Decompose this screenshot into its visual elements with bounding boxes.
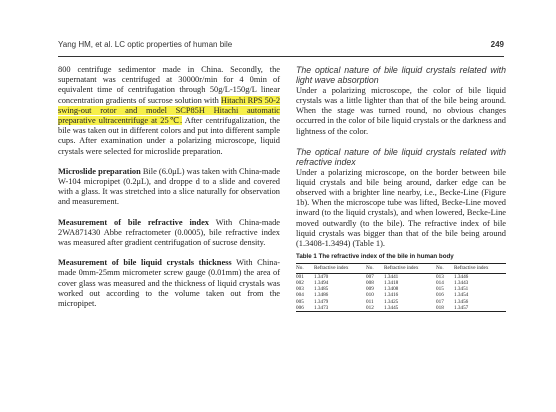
page-number: 249 <box>490 40 504 49</box>
table-cell: 1.3416 <box>384 292 399 299</box>
table-cell: 017 <box>436 298 444 305</box>
thickness-text: With China-made 0mm-25mm micrometer screw gauge (0.01mm) the area of cover glass was measured and the thickness of liquid crystals was worked out according to the volume taken out from the micropipet. <box>58 258 280 309</box>
running-title: Yang HM, et al. LC optic properties of human bile <box>58 40 233 49</box>
table-cell: 1.3446 <box>454 273 469 280</box>
light-wave-paragraph: Under a polarizing microscope, the color of bile liquid crystals was a little lighter than that of the bile being around. When the stage was turned round, no obvious changes occurred in the color of bile liquid crystals or the darkness and lightness of the color. <box>296 85 506 136</box>
table-header-row <box>296 264 506 273</box>
column-header-no: No. <box>436 264 454 273</box>
table-cell: 012 <box>366 305 384 312</box>
table-cell: 1.3479 <box>314 298 329 305</box>
table-cell: 1.3418 <box>384 279 399 286</box>
table-cell: 1.3456 <box>454 298 469 305</box>
header-rule <box>58 56 504 57</box>
table-title: Table 1 The refractive index of the bile in human body <box>296 253 454 261</box>
section-heading-light-wave: The optical nature of bile liquid crystals related with light wave absorption <box>296 65 506 86</box>
column-header-refractive-index: Refractive index <box>314 264 366 273</box>
microslide-text: Bile (6.0μL) was taken with China-made W-104 micropipet (0.2μL), and droppe d to a slide and covered with a glass. It was stretched into a slice naturally for observation and measurement. <box>58 166 280 207</box>
paragraph-text-start: 800 centrifuge sedimentor made in China. Secondly, the supernatant was centrifuged at 30000r/min for 4 0min of equivalent time of centrifugation through 50g/L-150g/L linear concentration gradients of sucrose solution with <box>58 65 280 105</box>
table-cell: 1.3457 <box>454 305 506 312</box>
table-cell: 018 <box>436 305 454 312</box>
table-cell: 1.3451 <box>454 286 469 293</box>
table-cell: 1.3441 <box>384 273 399 280</box>
column-header-no: No. <box>366 264 384 273</box>
table-cell: 004 <box>296 292 304 299</box>
microslide-paragraph <box>58 167 280 208</box>
running-header <box>58 40 504 54</box>
table-cell: 008 <box>366 279 374 286</box>
highlighted-text: Hitachi RPS 50-2 swing-out rotor and model SCP85H Hitachi automatic preparative ultracentrifuge at 25℃. <box>58 95 281 126</box>
table-cell: 013 <box>436 273 444 280</box>
refractive-index-text: With China-made 2WA871430 Abbe refractometer (0.0005), bile refractive index was measured after gradient centrifugation of sucrose density. <box>58 217 280 248</box>
table-cell: 1.3473 <box>314 305 366 312</box>
left-column <box>58 65 280 309</box>
microslide-heading: Microslide preparation <box>58 166 141 176</box>
table-cell: 011 <box>366 298 374 305</box>
table-cell: 006 <box>296 305 314 312</box>
section-heading-refractive: The optical nature of bile liquid crystals related with refractive index <box>296 146 506 168</box>
refractive-index-paragraph <box>58 218 280 249</box>
table-cell: 001 <box>296 273 304 280</box>
column-header-refractive-index: Refractive index <box>454 264 506 273</box>
thickness-heading: Measurement of bile liquid crystals thickness <box>58 258 232 268</box>
table-row <box>296 273 506 280</box>
table-cell: 002 <box>296 279 304 286</box>
table-cell: 003 <box>296 286 304 293</box>
centrifugation-paragraph <box>58 65 280 157</box>
refractive-index-table <box>296 263 506 312</box>
table-cell: 1.3486 <box>314 292 329 299</box>
table-cell: 016 <box>436 292 444 299</box>
table-cell: 1.3425 <box>384 298 399 305</box>
table-cell: 010 <box>366 292 374 299</box>
table-cell: 1.3443 <box>454 279 469 286</box>
right-column <box>296 65 506 312</box>
thickness-paragraph <box>58 258 280 309</box>
table-cell: 015 <box>436 286 444 293</box>
paragraph-text-end: After centrifugalization, the bile was taken out in different colors and put into different sample cups. After examination under a polarizing microscope, liquid crystals were selected for microslide preparation. <box>58 116 280 156</box>
table-cell: 009 <box>366 286 374 293</box>
refractive-paragraph: Under a polarizing microscope, on the border between bile liquid crystals and bile being around, darker edge can be observed with a brighter line nearby, i.e., Becke-Line (Figure 1b). When the microscope tube was lifted, Becke-Line moved inward (to the liquid crystals), and when lowered, Becke-Line moved outwardly (to the bile). The refractive index of bile liquid crystals was bigger than that of the bile being around (1.3408-1.3494) (Table 1). <box>296 167 506 249</box>
table-cell: 1.3470 <box>314 273 329 280</box>
table-cell: 1.3494 <box>314 279 329 286</box>
column-header-no: No. <box>296 264 314 273</box>
table-cell: 005 <box>296 298 304 305</box>
table-cell: 1.3454 <box>454 292 469 299</box>
table-cell: 1.3445 <box>384 305 436 312</box>
column-header-refractive-index: Refractive index <box>384 264 436 273</box>
refractive-index-heading: Measurement of bile refractive index <box>58 217 209 227</box>
table-row <box>296 305 506 312</box>
table-cell: 007 <box>366 273 374 280</box>
table-cell: 014 <box>436 279 444 286</box>
table-cell: 1.3485 <box>314 286 329 293</box>
table-cell: 1.3408 <box>384 286 399 293</box>
